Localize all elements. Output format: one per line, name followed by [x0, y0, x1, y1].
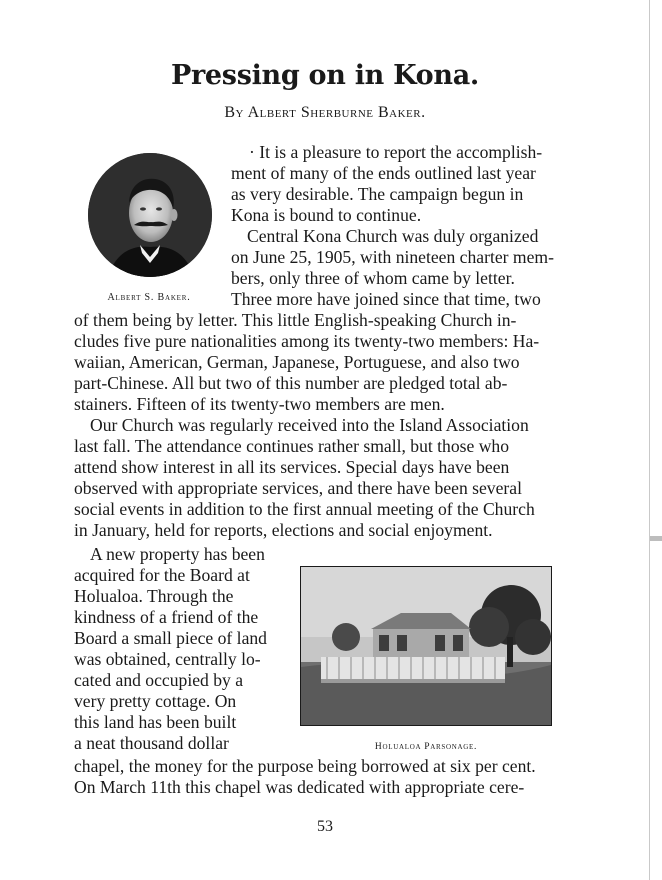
parsonage-drawing [301, 567, 551, 725]
body-line: ment of many of the ends outlined last year [231, 163, 536, 183]
portrait-caption: Albert S. Baker. [107, 292, 191, 303]
body-line: a neat thousand dollar [74, 733, 229, 753]
body-line: observed with appropriate services, and there have been several [74, 478, 522, 498]
body-line: bers, only three of whom came by letter. [231, 268, 515, 288]
body-line: · It is a pleasure to report the accomplish- [249, 142, 543, 162]
body-line: Holualoa. Through the [74, 586, 234, 606]
body-line: Our Church was regularly received into the Island Association [90, 415, 529, 435]
body-line: social events in addition to the first annual meeting of the Church [74, 499, 535, 519]
page-number: 53 [317, 818, 333, 835]
body-line: A new property has been [90, 544, 265, 564]
body-line: kindness of a friend of the [74, 607, 259, 627]
author-portrait [88, 153, 212, 277]
portrait-drawing [88, 153, 212, 277]
body-line: Kona is bound to continue. [231, 205, 422, 225]
body-line: was obtained, centrally lo- [74, 649, 261, 669]
body-line: as very desirable. The campaign begun in [231, 184, 524, 204]
body-line: acquired for the Board at [74, 565, 250, 585]
body-line: last fall. The attendance continues rather small, but those who [74, 436, 509, 456]
article-byline: By Albert Sherburne Baker. [224, 104, 426, 121]
body-line: attend show interest in all its services. Special days have been [74, 457, 510, 477]
body-line: in January, held for reports, elections and social enjoyment. [74, 520, 493, 540]
body-line: this land has been built [74, 712, 237, 732]
body-line: of them being by letter. This little English-speaking Church in- [74, 310, 517, 330]
scrollbar-marker[interactable] [650, 536, 662, 541]
body-line: cated and occupied by a [74, 670, 244, 690]
body-line: Three more have joined since that time, two [231, 289, 541, 309]
body-line: chapel, the money for the purpose being borrowed at six per cent. [74, 756, 536, 776]
photo-caption: Holualoa Parsonage. [374, 742, 478, 752]
body-line: part-Chinese. All but two of this number are pledged total ab- [74, 373, 508, 393]
body-line: stainers. Fifteen of its twenty-two members are men. [74, 394, 445, 414]
body-line: on June 25, 1905, with nineteen charter mem- [231, 247, 554, 267]
body-line: Central Kona Church was duly organized [247, 226, 539, 246]
body-line: cludes five pure nationalities among its twenty-two members: Ha- [74, 331, 540, 351]
parsonage-photo [300, 566, 552, 726]
body-line: Board a small piece of land [74, 628, 267, 648]
body-line: very pretty cottage. On [74, 691, 237, 711]
body-line: On March 11th this chapel was dedicated with appropriate cere- [74, 777, 525, 797]
body-line: waiian, American, German, Japanese, Portuguese, and also two [74, 352, 520, 372]
article-title: Pressing on in Kona. [170, 60, 479, 91]
